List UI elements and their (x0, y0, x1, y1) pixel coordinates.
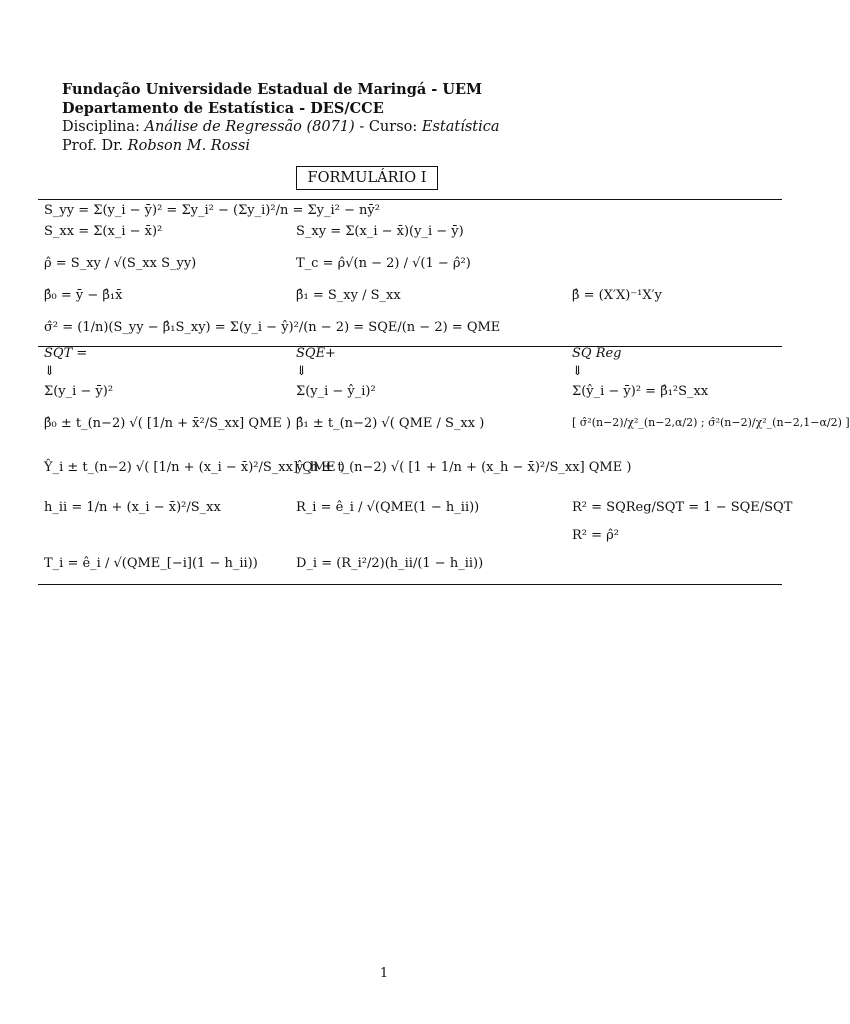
top-rule (38, 199, 782, 200)
label-sqe: SQE+ (296, 346, 336, 361)
formula-ic-mean: Ŷ_i ± t_(n−2) √( [1/n + (x_i − x̄)²/S_xx] QME ) (44, 460, 345, 475)
formula-ic-beta1: β̂₁ ± t_(n−2) √( QME / S_xx ) (296, 416, 485, 431)
label-sqreg: SQ Reg (572, 346, 622, 361)
formula-beta-matrix: β̂ = (X′X)⁻¹X′y (572, 288, 662, 303)
discipline-line (62, 118, 500, 137)
department-line: Departamento de Estatística - DES/CCE (62, 100, 384, 117)
formula-ri: R_i = ê_i / √(QME(1 − h_ii)) (296, 500, 480, 515)
formula-r2-rho: R² = ρ̂² (572, 528, 620, 543)
formula-beta1: β̂₁ = S_xy / S_xx (296, 288, 401, 303)
discipline-name: Análise de Regressão (8071) (144, 119, 355, 135)
professor-label: Prof. Dr. (62, 138, 128, 154)
page-title: FORMULÁRIO I (296, 166, 438, 190)
formula-r2: R² = SQReg/SQT = 1 − SQE/SQT (572, 500, 793, 515)
institution-line: Fundação Universidade Estadual de Maringá - UEM (62, 81, 483, 98)
formula-ic-beta0: β̂₀ ± t_(n−2) √( [1/n + x̄²/S_xx] QME ) (44, 416, 292, 431)
professor-name: Robson M. Rossi (127, 138, 250, 154)
course-label: - Curso: (354, 119, 422, 135)
down-arrow-icon: ⇓ (44, 364, 55, 379)
formula-ic-prediction: ŷ_h ± t_(n−2) √( [1 + 1/n + (x_h − x̄)²/S_xx] QME ) (296, 460, 632, 475)
down-arrow-icon: ⇓ (296, 364, 307, 379)
discipline-label: Disciplina: (62, 119, 145, 135)
formula-ti: T_i = ê_i / √(QME_[−i](1 − h_ii)) (44, 556, 258, 571)
formula-rho: ρ̂ = S_xy / √(S_xx S_yy) (44, 256, 197, 271)
formula-tc: T_c = ρ̂√(n − 2) / √(1 − ρ̂²) (296, 256, 471, 271)
formula-sxy: S_xy = Σ(x_i − x̄)(y_i − ȳ) (296, 224, 464, 239)
formula-sxx: S_xx = Σ(x_i − x̄)² (44, 224, 163, 239)
formula-syy: S_yy = Σ(y_i − ȳ)² = Σy_i² − (Σy_i)²/n = Σy_i² − nȳ² (44, 203, 380, 218)
formula-sqt: Σ(y_i − ȳ)² (44, 384, 114, 399)
down-arrow-icon: ⇓ (572, 364, 583, 379)
formula-sqe: Σ(y_i − ŷ_i)² (296, 384, 376, 399)
formula-hii: h_ii = 1/n + (x_i − x̄)²/S_xx (44, 500, 221, 515)
course-name: Estatística (421, 119, 500, 135)
bottom-rule (38, 584, 782, 585)
middle-rule (38, 346, 782, 347)
formula-sqreg: Σ(ŷ_i − ȳ)² = β̂₁²S_xx (572, 384, 709, 399)
label-sqt: SQT = (44, 346, 88, 361)
page-number: 1 (379, 966, 389, 981)
professor-line (62, 137, 250, 156)
formula-di: D_i = (R_i²/2)(h_ii/(1 − h_ii)) (296, 556, 484, 571)
formula-ic-sigma: [ σ̂²(n−2)/χ²_(n−2,α/2) ; σ̂²(n−2)/χ²_(n−2,1−α/2) ] (572, 416, 850, 429)
formula-sigma2: σ̂² = (1/n)(S_yy − β̂₁S_xy) = Σ(y_i − ŷ)²/(n − 2) = SQE/(n − 2) = QME (44, 320, 501, 335)
formula-beta0: β̂₀ = ȳ − β̂₁x̄ (44, 288, 123, 303)
